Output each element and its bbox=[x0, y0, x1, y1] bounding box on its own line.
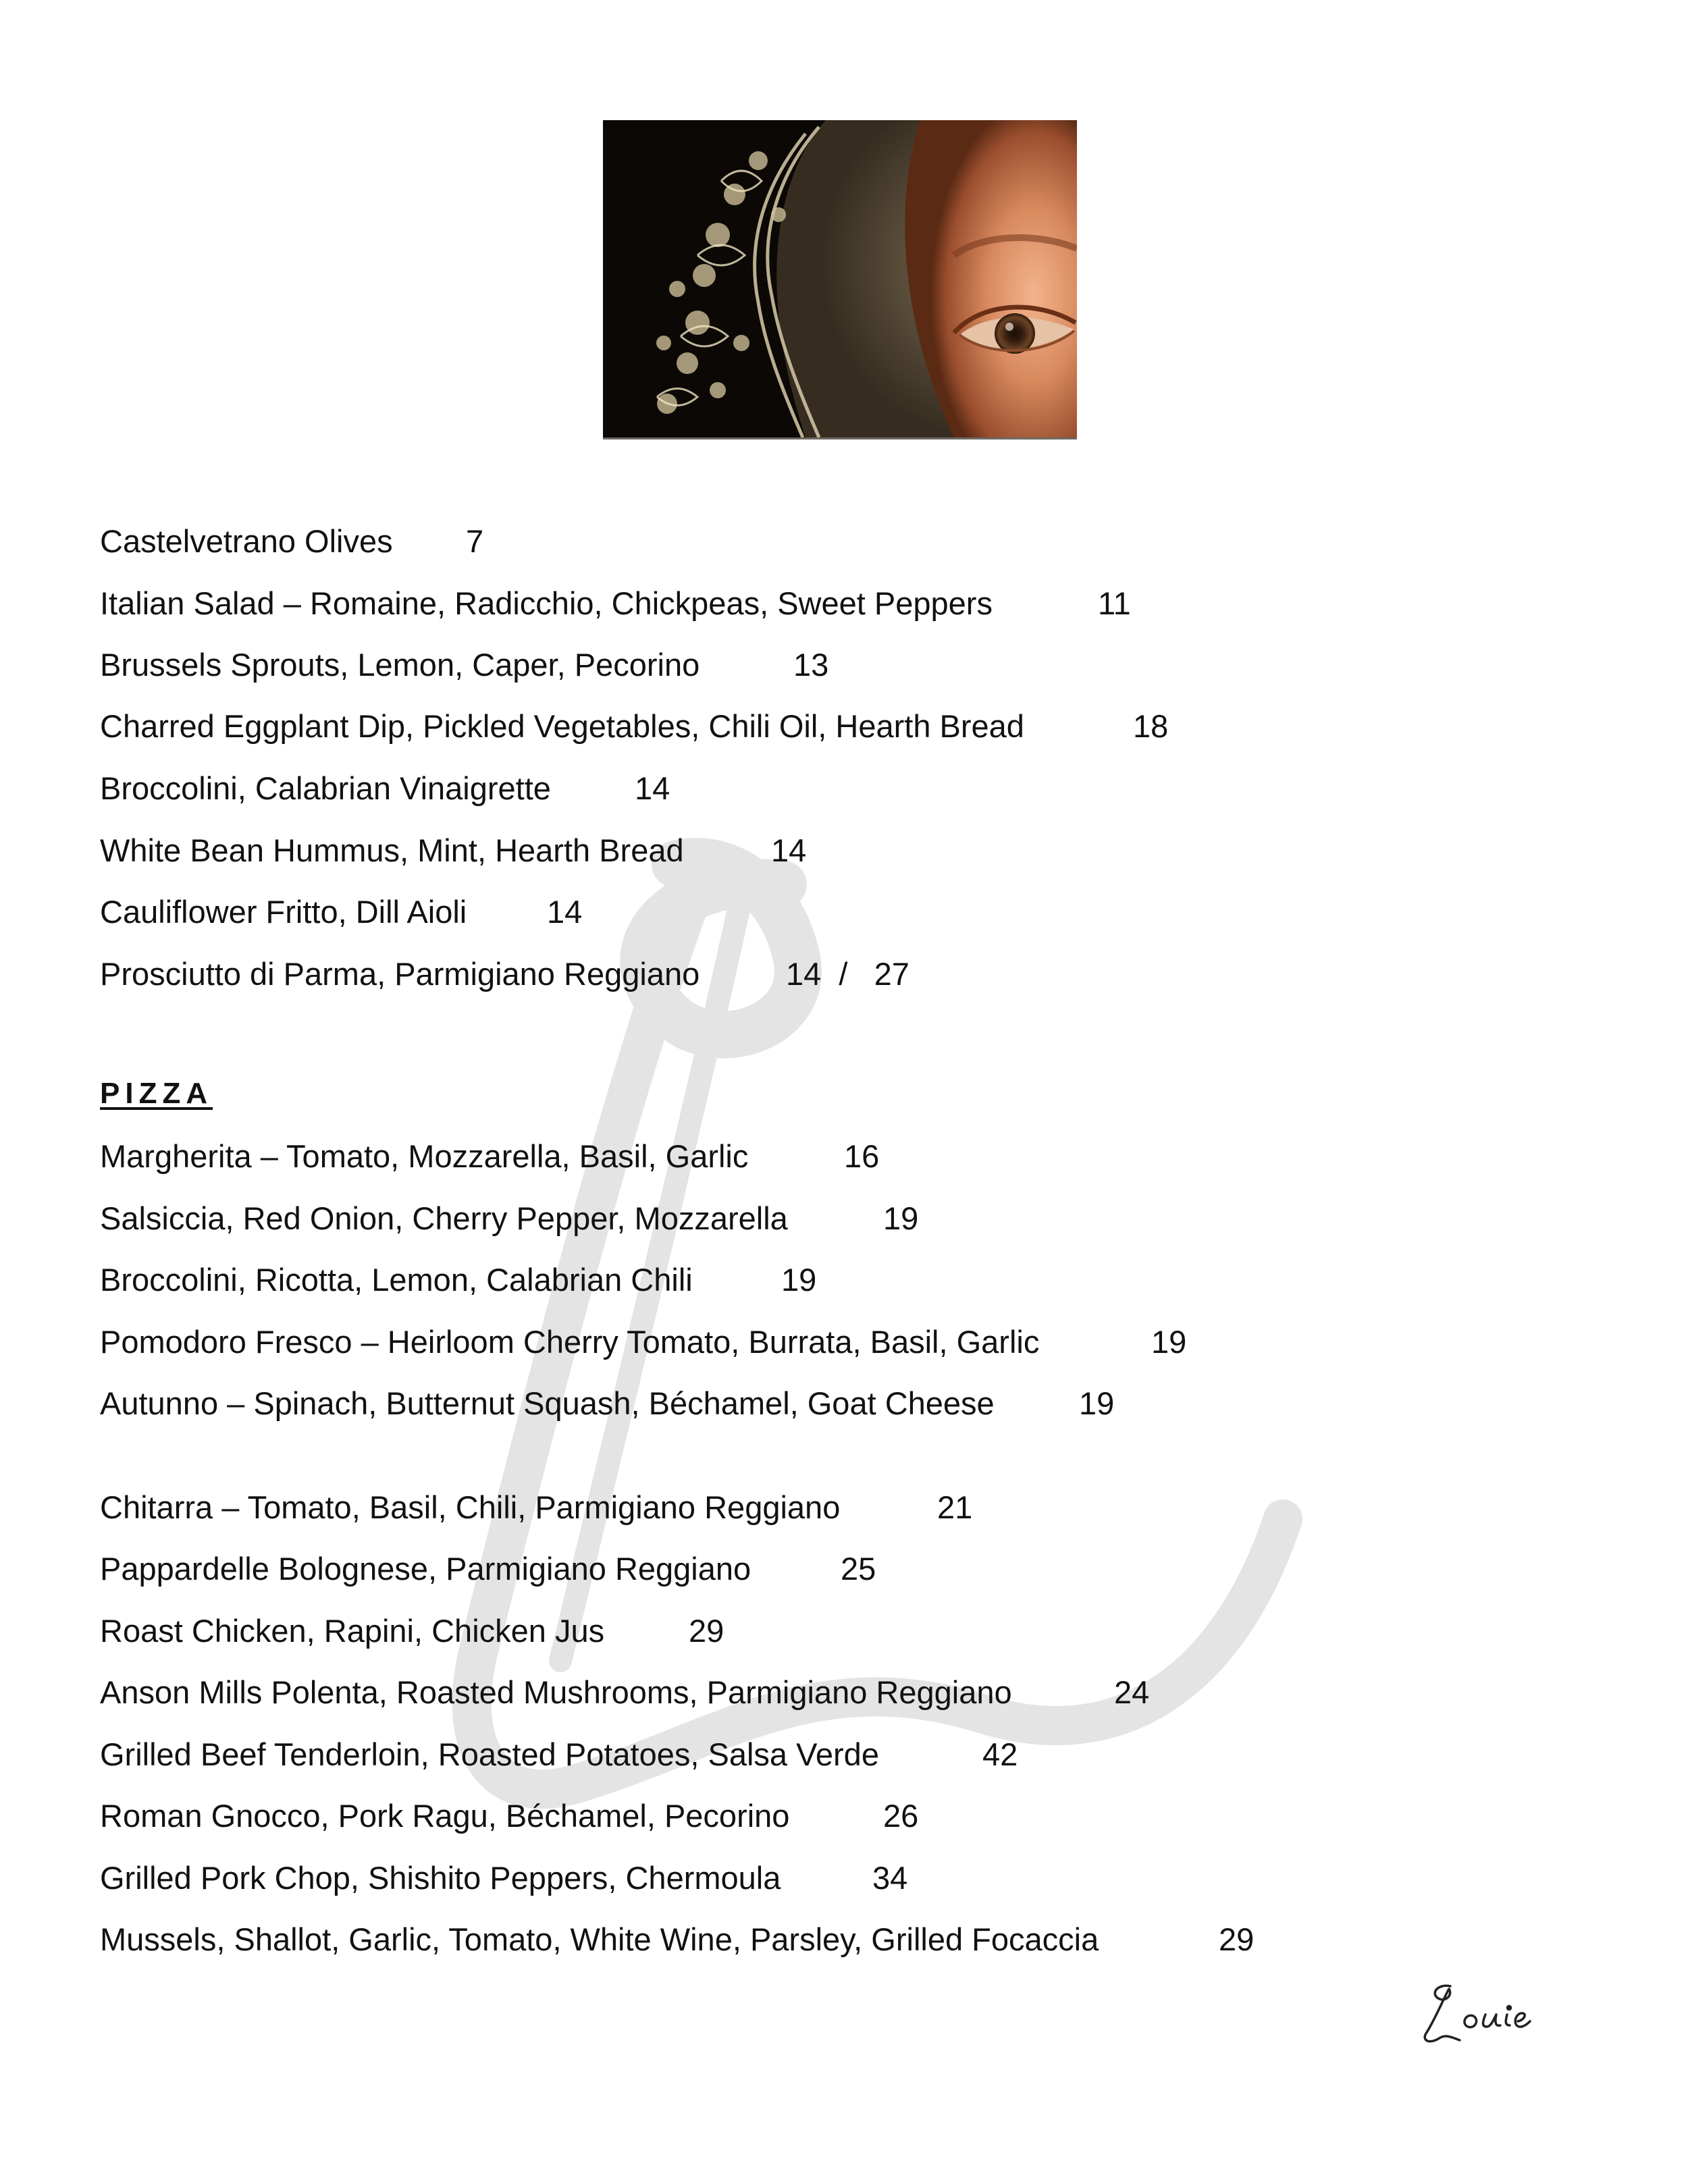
menu-item-name: Charred Eggplant Dip, Pickled Vegetables, Chili Oil, Hearth Bread bbox=[100, 708, 1024, 744]
louie-signature-logo bbox=[1411, 1971, 1573, 2052]
menu-item-price: 19 bbox=[1079, 1385, 1115, 1421]
menu-item-price: 21 bbox=[937, 1489, 973, 1525]
menu-item-price: 25 bbox=[841, 1551, 876, 1587]
section-title-pizza: PIZZA bbox=[100, 1077, 213, 1110]
menu-item-price: 26 bbox=[883, 1798, 919, 1834]
menu-item-name: Broccolini, Ricotta, Lemon, Calabrian Chili bbox=[100, 1262, 693, 1298]
menu-item-name: Grilled Pork Chop, Shishito Peppers, Chermoula bbox=[100, 1860, 781, 1896]
menu-item-price: 14 bbox=[635, 770, 670, 806]
menu-item-price: 29 bbox=[1219, 1921, 1255, 1957]
menu-item-name: Pappardelle Bolognese, Parmigiano Reggiano bbox=[100, 1551, 751, 1587]
menu-item-price: 16 bbox=[844, 1138, 880, 1174]
menu-item-name: Prosciutto di Parma, Parmigiano Reggiano bbox=[100, 956, 700, 992]
menu-item-name: Anson Mills Polenta, Roasted Mushrooms, Parmigiano Reggiano bbox=[100, 1674, 1012, 1710]
menu-item-name: Chitarra – Tomato, Basil, Chili, Parmigiano Reggiano bbox=[100, 1489, 841, 1525]
menu-item-name: Mussels, Shallot, Garlic, Tomato, White Wine, Parsley, Grilled Focaccia bbox=[100, 1921, 1099, 1957]
menu-item-price: 34 bbox=[872, 1860, 908, 1896]
menu-item-name: Castelvetrano Olives bbox=[100, 523, 393, 559]
menu-item-name: Italian Salad – Romaine, Radicchio, Chickpeas, Sweet Peppers bbox=[100, 585, 993, 621]
menu-item-price: 11 bbox=[1098, 585, 1131, 621]
menu-item-price: 13 bbox=[793, 647, 829, 683]
menu-item-name: Cauliflower Fritto, Dill Aioli bbox=[100, 894, 467, 930]
menu-item-price: 7 bbox=[466, 523, 484, 559]
menu-item-price: 14 / 27 bbox=[786, 956, 909, 992]
menu-item-name: Pomodoro Fresco – Heirloom Cherry Tomato, Burrata, Basil, Garlic bbox=[100, 1324, 1040, 1360]
menu-item-name: Salsiccia, Red Onion, Cherry Pepper, Mozzarella bbox=[100, 1200, 788, 1236]
menu-item-name: Margherita – Tomato, Mozzarella, Basil, Garlic bbox=[100, 1138, 749, 1174]
menu-item-name: Broccolini, Calabrian Vinaigrette bbox=[100, 770, 551, 806]
menu-item-name: Autunno – Spinach, Butternut Squash, Béchamel, Goat Cheese bbox=[100, 1385, 995, 1421]
menu-item-name: White Bean Hummus, Mint, Hearth Bread bbox=[100, 832, 684, 868]
menu-item-price: 18 bbox=[1133, 708, 1169, 744]
menu-item-name: Roman Gnocco, Pork Ragu, Béchamel, Pecorino bbox=[100, 1798, 790, 1834]
menu-item-name: Roast Chicken, Rapini, Chicken Jus bbox=[100, 1613, 605, 1649]
menu-item-price: 14 bbox=[547, 894, 583, 930]
menu-item-price: 42 bbox=[982, 1736, 1018, 1772]
menu-item-price: 29 bbox=[689, 1613, 724, 1649]
portrait-image bbox=[603, 120, 1077, 440]
menu-item-price: 24 bbox=[1114, 1674, 1150, 1710]
menu-item-name: Brussels Sprouts, Lemon, Caper, Pecorino bbox=[100, 647, 700, 683]
menu-item-name: Grilled Beef Tenderloin, Roasted Potatoes, Salsa Verde bbox=[100, 1736, 879, 1772]
menu-item-price: 19 bbox=[781, 1262, 817, 1298]
menu-item-price: 19 bbox=[883, 1200, 919, 1236]
menu-item-price: 19 bbox=[1151, 1324, 1187, 1360]
menu-item-price: 14 bbox=[771, 832, 807, 868]
